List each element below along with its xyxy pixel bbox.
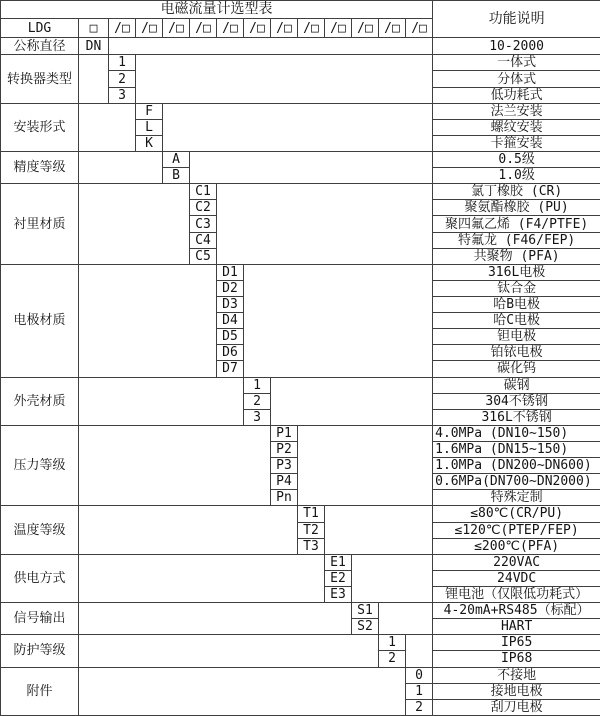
- function-cell: 碳钢: [433, 377, 600, 393]
- code-cell: E3: [325, 586, 352, 602]
- code-cell: S1: [352, 603, 379, 619]
- function-cell: 分体式: [433, 71, 600, 87]
- model-slot-cell: /□: [406, 19, 433, 38]
- code-cell: 3: [244, 409, 271, 425]
- model-slot-cell: /□: [217, 19, 244, 38]
- section-label: 温度等级: [1, 506, 79, 554]
- table-row: [1, 554, 600, 570]
- code-cell: D3: [217, 297, 244, 313]
- function-cell: IP68: [433, 651, 600, 667]
- spacer-cell: [325, 506, 433, 554]
- function-cell: 钽电极: [433, 329, 600, 345]
- model-slot-cell: /□: [190, 19, 217, 38]
- model-slot-cell: /□: [109, 19, 136, 38]
- model-slot-cell: /□: [379, 19, 406, 38]
- section-label: 安装形式: [1, 103, 79, 151]
- code-cell: T3: [298, 538, 325, 554]
- code-cell: E1: [325, 554, 352, 570]
- code-cell: C3: [190, 216, 217, 232]
- section-label: 衬里材质: [1, 184, 79, 265]
- spacer-cell: [79, 635, 379, 667]
- spacer-cell: [217, 184, 433, 265]
- spacer-cell: [406, 635, 433, 667]
- function-cell: 卡箍安装: [433, 135, 600, 151]
- spacer-cell: [79, 506, 298, 554]
- code-cell: 1: [406, 683, 433, 699]
- section-label: 转换器类型: [1, 55, 79, 103]
- spacer-cell: [79, 554, 325, 602]
- spacer-cell: [79, 667, 406, 715]
- spacer-cell: [79, 377, 244, 425]
- code-cell: D5: [217, 329, 244, 345]
- spacer-cell: [79, 184, 190, 265]
- spacer-cell: [244, 264, 433, 377]
- function-cell: 哈C电极: [433, 313, 600, 329]
- spacer-cell: [298, 425, 433, 506]
- code-cell: D1: [217, 264, 244, 280]
- spacer-cell: [271, 377, 433, 425]
- code-cell: A: [163, 152, 190, 168]
- spacer-cell: [190, 152, 433, 184]
- function-cell: 24VDC: [433, 570, 600, 586]
- code-cell: K: [136, 135, 163, 151]
- code-cell: DN: [79, 38, 109, 55]
- table-row: [1, 377, 600, 393]
- code-cell: Pn: [271, 490, 298, 506]
- function-cell: 一体式: [433, 55, 600, 71]
- function-cell: 1.6MPa (DN15~150): [433, 441, 600, 457]
- function-cell: IP65: [433, 635, 600, 651]
- function-column-header: 功能说明: [433, 1, 600, 38]
- spacer-cell: [79, 152, 163, 184]
- function-cell: 共聚物 (PFA): [433, 248, 600, 264]
- model-box-cell: □: [79, 19, 109, 38]
- model-prefix-label: LDG: [1, 19, 79, 38]
- function-cell: 哈B电极: [433, 297, 600, 313]
- section-label: 附件: [1, 667, 79, 715]
- model-slot-cell: /□: [325, 19, 352, 38]
- function-cell: 聚四氟乙烯 (F4/PTFE): [433, 216, 600, 232]
- code-cell: D4: [217, 313, 244, 329]
- function-cell: 304不锈钢: [433, 393, 600, 409]
- spacer-cell: [136, 55, 433, 103]
- function-cell: 1.0级: [433, 168, 600, 184]
- function-cell: 法兰安装: [433, 103, 600, 119]
- code-cell: B: [163, 168, 190, 184]
- code-cell: E2: [325, 570, 352, 586]
- code-cell: P3: [271, 458, 298, 474]
- code-cell: P1: [271, 425, 298, 441]
- table-row: [1, 603, 600, 619]
- table-row: [1, 184, 600, 200]
- function-cell: 铂铱电极: [433, 345, 600, 361]
- model-slot-cell: /□: [136, 19, 163, 38]
- code-cell: P2: [271, 441, 298, 457]
- code-cell: F: [136, 103, 163, 119]
- code-cell: L: [136, 119, 163, 135]
- section-label: 供电方式: [1, 554, 79, 602]
- function-cell: 特氟龙 (F46/FEP): [433, 232, 600, 248]
- model-slot-cell: /□: [163, 19, 190, 38]
- code-cell: D7: [217, 361, 244, 377]
- function-cell: 316L不锈钢: [433, 409, 600, 425]
- code-cell: T2: [298, 522, 325, 538]
- section-label: 压力等级: [1, 425, 79, 506]
- table-row: [1, 425, 600, 441]
- code-cell: C5: [190, 248, 217, 264]
- spacer-cell: [79, 264, 217, 377]
- table-row: [1, 55, 600, 71]
- function-cell: 特殊定制: [433, 490, 600, 506]
- model-slot-cell: /□: [298, 19, 325, 38]
- code-cell: 2: [379, 651, 406, 667]
- section-label: 公称直径: [1, 38, 79, 55]
- spacer-cell: [163, 103, 433, 151]
- spacer-cell: [109, 38, 433, 55]
- section-label: 信号输出: [1, 603, 79, 635]
- table-row: [1, 635, 600, 651]
- code-cell: 1: [244, 377, 271, 393]
- function-cell: ≤200℃(PFA): [433, 538, 600, 554]
- section-label: 精度等级: [1, 152, 79, 184]
- spacer-cell: [379, 603, 433, 635]
- table-row: [1, 667, 600, 683]
- code-cell: C4: [190, 232, 217, 248]
- code-cell: D6: [217, 345, 244, 361]
- function-cell: 刮刀电极: [433, 699, 600, 715]
- section-label: 外壳材质: [1, 377, 79, 425]
- function-cell: 0.6MPa(DN700~DN2000): [433, 474, 600, 490]
- code-cell: D2: [217, 280, 244, 296]
- spacer-cell: [79, 603, 352, 635]
- spacer-cell: [79, 103, 136, 151]
- spacer-cell: [79, 55, 109, 103]
- function-cell: 1.0MPa (DN200~DN600): [433, 458, 600, 474]
- code-cell: 2: [109, 71, 136, 87]
- spacer-cell: [79, 425, 271, 506]
- function-cell: 锂电池（仅限低功耗式）: [433, 586, 600, 602]
- code-cell: 1: [379, 635, 406, 651]
- spacer-cell: [352, 554, 433, 602]
- function-cell: 螺纹安装: [433, 119, 600, 135]
- table-row: [1, 264, 600, 280]
- table-row: [1, 1, 600, 19]
- model-slot-cell: /□: [244, 19, 271, 38]
- code-cell: 2: [406, 699, 433, 715]
- code-cell: 0: [406, 667, 433, 683]
- model-slot-cell: /□: [352, 19, 379, 38]
- function-cell: 聚氨酯橡胶 (PU): [433, 200, 600, 216]
- code-cell: 3: [109, 87, 136, 103]
- function-cell: HART: [433, 619, 600, 635]
- function-cell: 220VAC: [433, 554, 600, 570]
- code-cell: S2: [352, 619, 379, 635]
- section-label: 防护等级: [1, 635, 79, 667]
- function-cell: 4-20mA+RS485（标配）: [433, 603, 600, 619]
- model-slot-cell: /□: [271, 19, 298, 38]
- code-cell: T1: [298, 506, 325, 522]
- function-cell: 0.5级: [433, 152, 600, 168]
- table-row: [1, 152, 600, 168]
- function-cell: 接地电极: [433, 683, 600, 699]
- table-row: [1, 103, 600, 119]
- code-cell: P4: [271, 474, 298, 490]
- function-cell: ≤120℃(PTEP/FEP): [433, 522, 600, 538]
- section-label: 电极材质: [1, 264, 79, 377]
- function-cell: ≤80℃(CR/PU): [433, 506, 600, 522]
- function-cell: 低功耗式: [433, 87, 600, 103]
- function-cell: 碳化钨: [433, 361, 600, 377]
- table-title: 电磁流量计选型表: [1, 1, 433, 19]
- code-cell: 2: [244, 393, 271, 409]
- function-cell: 不接地: [433, 667, 600, 683]
- code-cell: C1: [190, 184, 217, 200]
- table-row: [1, 506, 600, 522]
- function-cell: 316L电极: [433, 264, 600, 280]
- code-cell: 1: [109, 55, 136, 71]
- code-cell: C2: [190, 200, 217, 216]
- function-cell: 氯丁橡胶 (CR): [433, 184, 600, 200]
- function-cell: 钛合金: [433, 280, 600, 296]
- function-cell: 4.0MPa (DN10~150): [433, 425, 600, 441]
- function-cell: 10-2000: [433, 38, 600, 55]
- table-row: [1, 38, 600, 55]
